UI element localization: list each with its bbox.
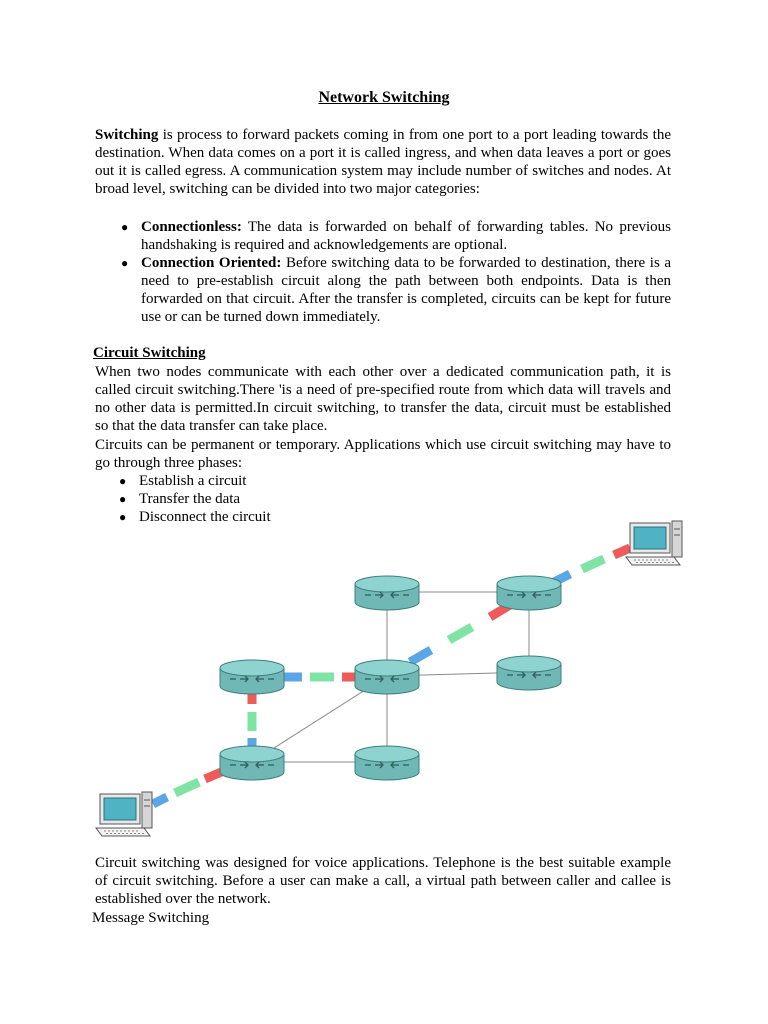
router-icon — [355, 746, 419, 780]
phase-text: Establish a circuit — [139, 473, 247, 489]
message-switching-heading: Message Switching — [92, 910, 210, 926]
circuit-segment — [175, 782, 199, 793]
circuit-paragraph-3: Circuit switching was designed for voice applications. Telephone is the best suitable example of circuit switching. Before a user can make a call, a virtual path between caller and callee is established over the network. — [95, 855, 671, 907]
phase-text: Disconnect the circuit — [139, 509, 271, 525]
page-title: Network Switching — [318, 89, 450, 106]
router-icon — [497, 576, 561, 610]
circuit-segment — [153, 797, 167, 804]
bullet-icon: ● — [121, 256, 129, 270]
category-text: The data is forwarded on behalf of forwarding tables. No previous handshaking is required and acknowledgements are optional. — [141, 219, 671, 253]
circuit-segment — [614, 548, 630, 555]
list-item — [116, 490, 516, 508]
list-item — [118, 218, 671, 254]
list-item — [118, 254, 671, 326]
circuit-segment — [449, 627, 472, 640]
circuit-paragraph-1: When two nodes communicate with each other over a dedicated communication path, it is called circuit switching.There 'is a need of pre-specified route from which data will travels and no other data is permitted.In circuit switching, to transfer the data, circuit must be established so that the data transfer can take place. — [95, 364, 671, 434]
router-icon — [497, 656, 561, 690]
phases-list — [116, 472, 516, 526]
router-icon — [220, 660, 284, 694]
circuit-segment — [582, 559, 604, 569]
bullet-icon: ● — [119, 510, 127, 524]
circuit-segment — [410, 650, 431, 662]
circuit-switching-diagram — [0, 520, 768, 850]
bullet-icon: ● — [119, 492, 127, 506]
circuit-paragraph-2: Circuits can be permanent or temporary. Applications which use circuit switching may have to go through three phases: — [95, 437, 671, 471]
intro-bold-term: Switching — [95, 127, 159, 143]
category-text: Before switching data to be forwarded to destination, there is a need to pre-establish circuit along the path between both endpoints. Data is then forwarded on that circuit. After the transfer is completed, circuits can be kept for future use or can be turned down immediately. — [141, 255, 671, 325]
computer-icon — [626, 521, 682, 565]
intro-paragraph — [95, 126, 671, 198]
bullet-icon: ● — [119, 474, 127, 488]
list-item — [116, 472, 516, 490]
router-icon — [355, 576, 419, 610]
phase-text: Transfer the data — [139, 491, 241, 507]
computer-icon — [96, 792, 152, 836]
categories-list — [118, 218, 671, 326]
category-term: Connectionless: — [141, 219, 242, 235]
category-term: Connection Oriented: — [141, 255, 282, 271]
router-icon — [355, 660, 419, 694]
bullet-icon: ● — [121, 220, 129, 234]
circuit-switching-heading: Circuit Switching — [93, 345, 206, 361]
router-icon — [220, 746, 284, 780]
intro-text: is process to forward packets coming in from one port to a port leading towards the destination. When data comes on a port it is called ingress, and when data leaves a port or goes out it is called egress. A communication system may include number of switches and nodes. At broad level, switching can be divided into two major categories: — [95, 127, 671, 197]
